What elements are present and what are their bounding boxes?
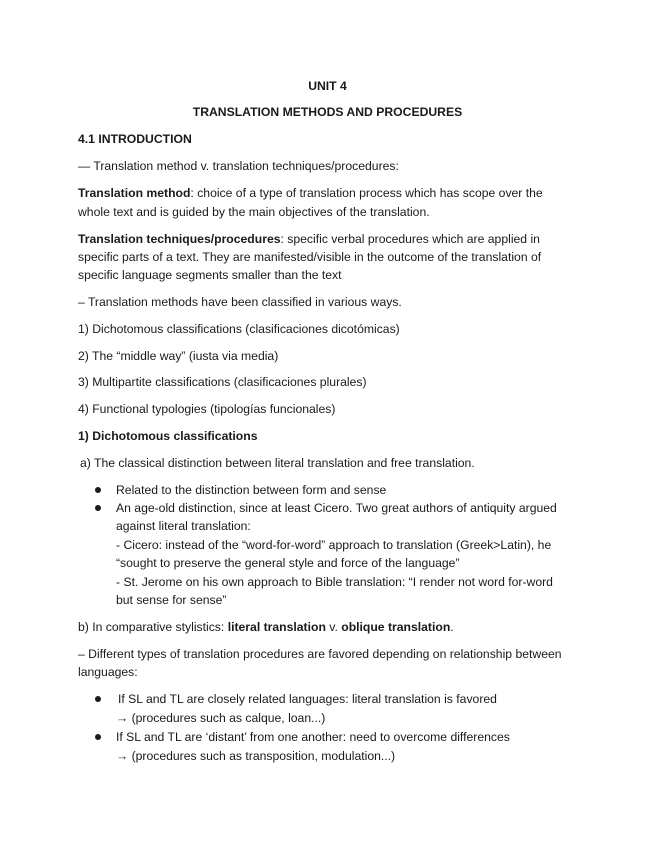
literal-translation-term: literal translation	[227, 620, 326, 634]
bullet-item-continuation: against literal translation:	[116, 519, 251, 533]
b-prefix: b) In comparative stylistics:	[78, 620, 228, 634]
techniques-term: Translation techniques/procedures	[78, 232, 281, 246]
method-term: Translation method	[78, 186, 191, 200]
b-versus: v.	[325, 620, 342, 634]
list-item: 1) Dichotomous classifications (clasificaciones dicotómicas)	[78, 322, 400, 336]
subsection-b-line	[78, 618, 454, 636]
bullet-item-continuation: → (procedures such as calque, loan...)	[116, 711, 326, 725]
bullet-item: If SL and TL are ‘distant’ from one another: need to overcome differences	[116, 730, 510, 744]
list-item: 3) Multipartite classifications (clasificaciones plurales)	[78, 375, 367, 389]
section-heading: 4.1 INTRODUCTION	[78, 132, 192, 146]
document-title: TRANSLATION METHODS AND PROCEDURES	[192, 105, 463, 119]
bullet-item: Related to the distinction between form and sense	[116, 483, 387, 497]
bullet-item-continuation: but sense for sense”	[116, 593, 227, 607]
techniques-definition-line-1	[78, 230, 540, 248]
unit-heading: UNIT 4	[308, 79, 347, 93]
classified-line: – Translation methods have been classified in various ways.	[78, 295, 402, 309]
b-period: .	[450, 620, 454, 634]
bullet-item: An age-old distinction, since at least Cicero. Two great authors of antiquity argued	[116, 501, 557, 515]
techniques-definition-line-3: specific language segments smaller than the text	[78, 268, 342, 282]
method-definition-line-2: whole text and is guided by the main objectives of the translation.	[78, 205, 430, 219]
types-line-1: – Different types of translation procedures are favored depending on relationship between	[78, 647, 562, 661]
subsection-a-line: a) The classical distinction between literal translation and free translation.	[80, 456, 475, 470]
oblique-translation-term: oblique translation	[341, 620, 451, 634]
dichotomous-heading: 1) Dichotomous classifications	[78, 429, 258, 443]
list-item: 2) The “middle way” (iusta via media)	[78, 349, 279, 363]
bullet-icon	[95, 696, 101, 702]
bullet-item: If SL and TL are closely related languages: literal translation is favored	[118, 692, 497, 706]
types-line-2: languages:	[78, 665, 138, 679]
bullet-item-continuation: - St. Jerome on his own approach to Bible translation: “I render not word for-word	[116, 575, 553, 589]
list-item: 4) Functional typologies (tipologías funcionales)	[78, 402, 336, 416]
bullet-icon	[95, 487, 101, 493]
bullet-item-continuation: → (procedures such as transposition, modulation...)	[116, 749, 396, 763]
method-definition-line-1	[78, 184, 543, 202]
bullet-icon	[95, 734, 101, 740]
bullet-icon	[95, 505, 101, 511]
intro-line: — Translation method v. translation techniques/procedures:	[78, 159, 399, 173]
techniques-definition-line-2: specific parts of a text. They are manifested/visible in the outcome of the translation of	[78, 250, 542, 264]
bullet-item-continuation: “sought to preserve the general style and force of the language”	[116, 556, 460, 570]
method-definition-text: : choice of a type of translation process which has scope over the	[190, 186, 543, 200]
bullet-item-continuation: - Cicero: instead of the “word-for-word” approach to translation (Greek>Latin), he	[116, 538, 552, 552]
techniques-definition-text: : specific verbal procedures which are applied in	[280, 232, 540, 246]
